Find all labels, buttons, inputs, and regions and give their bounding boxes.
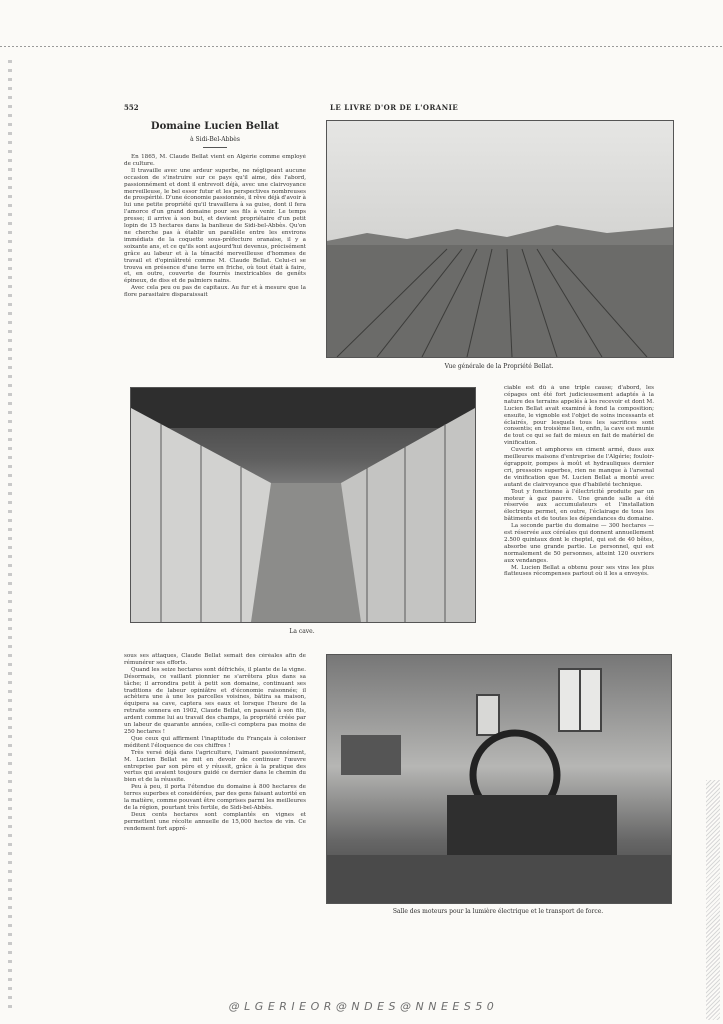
paragraph: En 1865, M. Claude Bellat vient en Algérie comme employé de culture. [124, 154, 306, 167]
paragraph: M. Lucien Bellat a obtenu pour ses vins les plus flatteuses récompenses partout où il les a envoyés. [504, 564, 654, 578]
photo-wine-cellar [130, 387, 476, 623]
paragraph: Cuverie et amphores en ciment armé, dues aux meilleures maisons d'entreprise de l'Algérie; fouloir-égrappoir, pompes à moût et hydrauliques dernier cri, pressoirs superbes, rien ne manque à l'arsenal de vinification que M. Lucien Bellat a monté avec autant de clairvoyance que d'habileté technique. [504, 447, 654, 488]
paragraph: ciable est dû à une triple cause; d'abord, les cépages ont été fort judicieusement adaptés à la nature des terrains appelés à les recevoir et dont M. Lucien Bellat avait examiné à fond la composition; ensuite, le vignoble est l'objet de soins incessants et éclairés, pour lesquels tous les sacrifices sont consentis; en troisième lieu, enfin, la cave est munie de tout ce qui se fait de mieux en fait de matériel de vinification. [504, 385, 654, 447]
page-number: 552 [124, 103, 139, 112]
running-title: LE LIVRE D'OR DE L'ORANIE [330, 103, 459, 112]
engine-room-illustration [327, 655, 671, 903]
paragraph: Avec cela peu ou pas de capitaux. Au fur et à mesure que la flore parasitaire disparaissait [124, 285, 306, 299]
article-column-left-bottom [124, 653, 306, 921]
paragraph: Deux cents hectares sont complantés en vignes et permettent une récolte annuelle de 15,000 hectos de vin. Ce rendement fort appré- [124, 811, 306, 832]
photo-caption: Salle des moteurs pour la lumière électrique et le transport de force. [392, 908, 604, 915]
engine-room-floor [327, 855, 671, 903]
scan-right-edge [706, 780, 720, 1020]
photo-engine-room [326, 654, 672, 904]
cellar-illustration [131, 388, 475, 622]
gas-engine [447, 795, 617, 855]
tree-line [327, 225, 673, 245]
paragraph: Peu à peu, il porta l'étendue du domaine à 800 hectares de terres superbes et considérées, par des gens faisant autorité en la matière, comme pouvant être comprises parmi les meilleures de la région, pourtant très fertile, de Sidi-bel-Abbès. [124, 784, 306, 811]
right-vats [341, 408, 475, 622]
scan-left-edge [8, 60, 12, 1010]
control-panel [341, 735, 401, 775]
cellar-ceiling [131, 388, 475, 428]
paragraph: sous ses attaques, Claude Bellat semait des céréales afin de rémunérer ses efforts. [124, 653, 306, 666]
field-ground [327, 243, 673, 357]
article-column-right [504, 385, 654, 643]
watermark: @ L G E R I E O R @ N D E S @ N N E E S 5 0 [228, 1000, 495, 1013]
paragraph: Quand les seize hectares sont défrichés, il plante de la vigne. Désormais, ce vaillant pionnier ne s'arrêtera plus dans sa tâche; il arrondira petit à petit son domaine, continuant ses traditions de labeur opiniâtre et d'économie raisonnée; il achètera une à une les parcelles voisines, bâtira sa maison, équipera sa cave, captera ses eaux et lorsque l'heure de la retraite sonnera en 1902, Claude Bellat, en passant à son fils, ardent comme lui au travail des champs, la propriété créée par un labeur de quarante années, celle-ci comptera pas moins de 250 hectares ! [124, 666, 306, 735]
window-left [477, 695, 499, 735]
photo-caption: La cave. [289, 628, 315, 635]
scan-border-line [0, 46, 723, 47]
vineyard-illustration [327, 121, 673, 357]
paragraph: La seconde partie du domaine — 300 hectares — est réservée aux céréales qui donnent annuellement 2.500 quintaux dont le cheptel, qui est de 40 bêtes, absorbe une grande partie. Le personnel, qui est normalement de 50 personnes, atteint 120 ouvriers aux vendanges. [504, 523, 654, 564]
article-subtitle: à Sidi-Bel-Abbès [190, 136, 240, 143]
photo-vineyard-view [326, 120, 674, 358]
paragraph: Très versé déjà dans l'agriculture, l'aimant passionnément, M. Lucien Bellat se mit en devoir de continuer l'œuvre entreprise par son père et y réussit, grâce à la pratique des vertus qui avaient toujours guidé ce dernier dans le chemin du bien et de la réussite. [124, 749, 306, 784]
paragraph: Que ceux qui affirment l'inaptitude du Français à coloniser méditent l'éloquence de ces chiffres ! [124, 735, 306, 749]
article-column-left-top [124, 154, 306, 376]
photo-caption: Vue générale de la Propriété Bellat. [444, 363, 554, 370]
paragraph: Tout y fonctionne à l'électricité produite par un moteur à gaz pauvre. Une grande salle a été réservée aux accumulateurs et l'installation électrique permet, en outre, l'éclairage de tous les bâtiments et de toutes les dépendances du domaine. [504, 488, 654, 523]
paragraph: Il travaille avec une ardeur superbe, ne négligeant aucune occasion de s'instruire sur ce pays qu'il aime, dès l'abord, passionnément et dont il entrevoit déjà, avec une clairvoyance merveilleuse, le bel essor futur et les perspectives nombreuses de prospérité. D'une économie passionnée, il rêve déjà d'avoir à lui une petite propriété qu'il travaillera à sa guise, dont il fera l'amorce d'un grand domaine pour ses fils à venir. Le temps presse; il arrive à son but, et devient propriétaire d'un petit lopin de 15 hectares dans la banlieue de Sidi-bel-Abbès. Qu'on ne cherche pas à établir un parallèle entre les environs immédiats de la coquette sous-préfecture oranaise, il y a soixante ans, et ce qu'ils sont aujourd'hui devenus, précisément grâce au labeur et à la ténacité merveilleuse d'hommes de travail et d'opiniâtreté comme M. Claude Bellat. Celui-ci se trouva en présence d'une terre en friche, où tout était à faire, et, en outre, couverte de fourrés inextricables de genêts épineux, de diss et de palmiers nains. [124, 167, 306, 285]
title-rule [203, 147, 227, 148]
article-title: Domaine Lucien Bellat [150, 121, 280, 132]
